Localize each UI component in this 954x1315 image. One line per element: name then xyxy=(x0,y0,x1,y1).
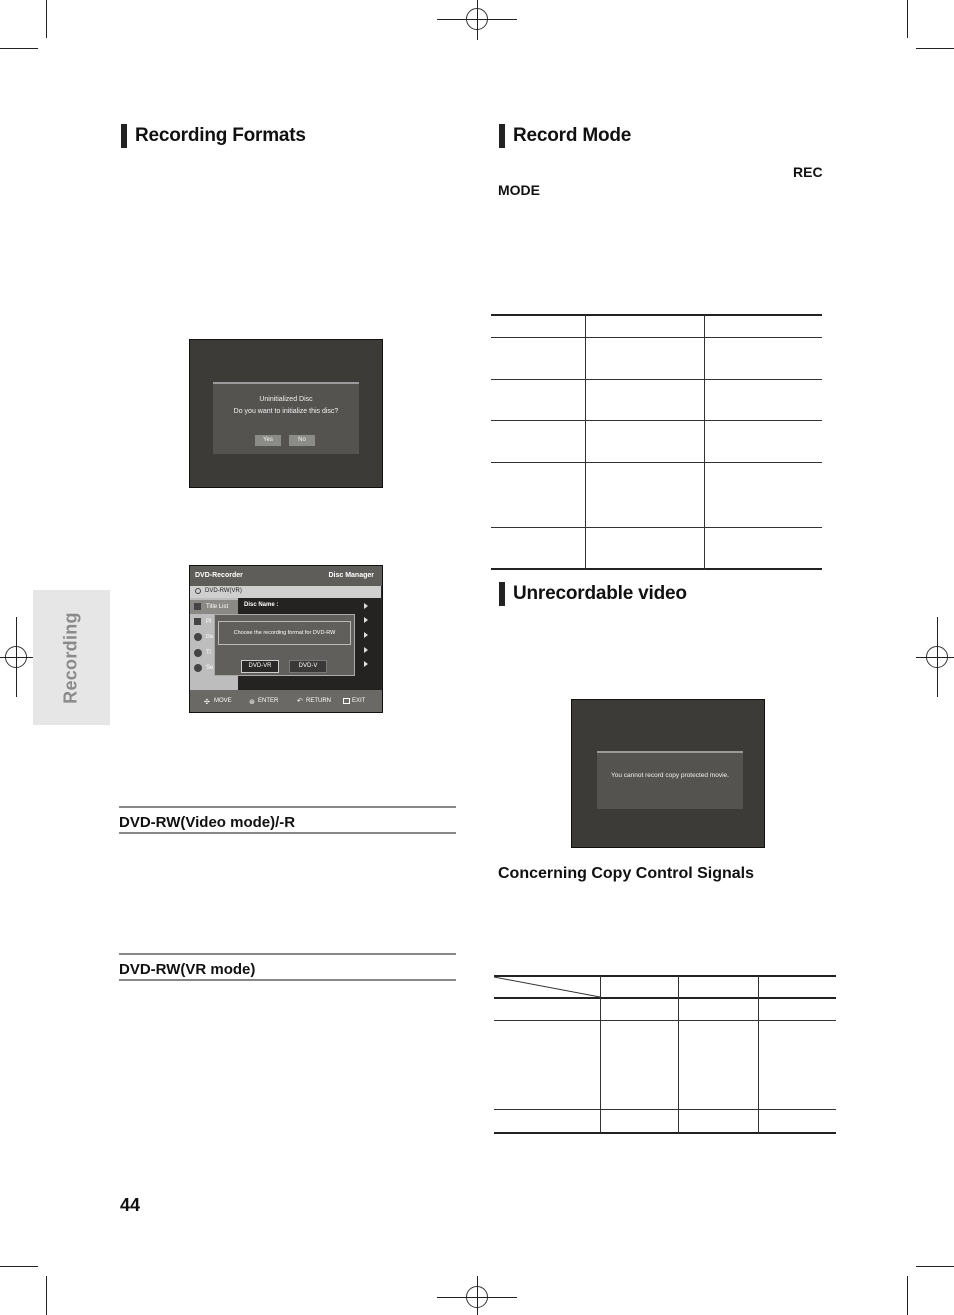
copy-control-signals-heading: Concerning Copy Control Signals xyxy=(498,865,755,882)
disc-name-label: Disc Name : xyxy=(244,602,279,608)
table-column-rule xyxy=(600,976,601,1133)
table-rule xyxy=(491,420,822,421)
crop-mark xyxy=(907,1276,908,1315)
crop-mark xyxy=(916,1266,954,1267)
format-popup-text: Choose the recording format for DVD-RW xyxy=(218,621,351,645)
crop-mark xyxy=(0,48,38,49)
table-column-rule xyxy=(704,315,705,569)
unrecordable-video-heading: Unrecordable video xyxy=(499,582,687,606)
registration-mark xyxy=(477,0,478,40)
disc-type-label: DVD-RW(VR) xyxy=(205,588,242,594)
playlist-icon xyxy=(194,618,201,625)
disc-icon xyxy=(195,588,201,594)
arrow-right-icon xyxy=(364,647,368,653)
menu-item-label: Title List xyxy=(206,604,229,610)
dialog-line-1: Uninitialized Disc xyxy=(259,396,313,403)
crop-mark xyxy=(46,0,47,38)
recorder-title: DVD-Recorder xyxy=(195,572,243,579)
section-tab xyxy=(33,590,110,725)
table-rule xyxy=(491,337,822,338)
disc-icon xyxy=(194,633,202,641)
menu-item-label: Ti xyxy=(206,650,211,656)
page-number: 44 xyxy=(120,1195,141,1215)
copy-protected-screen xyxy=(571,699,765,848)
arrow-right-icon xyxy=(364,661,368,667)
disc-manager-screen xyxy=(189,565,383,713)
table-column-rule xyxy=(758,976,759,1133)
exit-label: EXIT xyxy=(352,698,366,704)
registration-mark xyxy=(16,617,17,697)
clock-icon xyxy=(194,649,202,657)
disc-manager-title: Disc Manager xyxy=(328,572,374,579)
disc-manager-header xyxy=(190,566,382,586)
menu-item-label: Se xyxy=(206,665,214,671)
rec-label: REC xyxy=(793,164,823,180)
dvd-v-button[interactable]: DVD-V xyxy=(289,660,327,673)
dvd-vr-button[interactable]: DVD-VR xyxy=(241,660,279,673)
enter-icon: ⊛ xyxy=(249,699,255,706)
copy-protected-dialog xyxy=(597,751,743,809)
uninitialized-disc-screen xyxy=(189,339,383,488)
move-icon: ✣ xyxy=(204,699,210,706)
header-diagonal-rule xyxy=(494,976,601,998)
registration-mark xyxy=(937,617,938,697)
table-rule xyxy=(491,462,822,463)
disc-type-bar xyxy=(190,586,381,598)
arrow-right-icon xyxy=(364,632,368,638)
move-label: MOVE xyxy=(214,698,232,704)
list-icon xyxy=(194,603,201,610)
crop-mark xyxy=(46,1276,47,1315)
table-rule xyxy=(494,1109,836,1110)
yes-button[interactable]: Yes xyxy=(255,435,281,446)
section-tab-label: Recording xyxy=(60,612,81,704)
dialog-line-2: Do you want to initialize this disc? xyxy=(233,408,339,415)
menu-item-label: Pl xyxy=(206,619,212,625)
table-column-rule xyxy=(585,315,586,569)
enter-label: ENTER xyxy=(258,698,279,704)
menu-item-title-list[interactable] xyxy=(190,600,238,614)
registration-mark xyxy=(916,657,954,658)
copy-protected-message: You cannot record copy protected movie. xyxy=(611,772,729,779)
arrow-right-icon xyxy=(364,617,368,623)
dvd-rw-vr-mode-heading: DVD-RW(VR mode) xyxy=(119,953,456,981)
table-rule xyxy=(491,314,822,316)
record-mode-heading: Record Mode xyxy=(499,124,631,148)
recording-formats-heading: Recording Formats xyxy=(121,124,306,148)
return-label: RETURN xyxy=(306,698,331,704)
crop-mark xyxy=(916,48,954,49)
table-rule xyxy=(491,379,822,380)
format-popup xyxy=(214,614,355,676)
dvd-rw-video-mode-heading: DVD-RW(Video mode)/-R xyxy=(119,806,456,834)
mode-label: MODE xyxy=(498,182,540,198)
table-column-rule xyxy=(678,976,679,1133)
table-rule xyxy=(491,568,822,570)
registration-mark xyxy=(477,1276,478,1315)
menu-item-label: Dis xyxy=(206,634,214,640)
control-bar xyxy=(190,690,382,712)
table-rule xyxy=(494,1132,836,1134)
gear-icon xyxy=(194,664,202,672)
return-icon: ↶ xyxy=(297,698,303,705)
uninitialized-dialog xyxy=(213,382,359,454)
no-button[interactable]: No xyxy=(289,435,315,446)
crop-mark xyxy=(0,1266,38,1267)
crop-mark xyxy=(907,0,908,38)
table-rule xyxy=(494,1020,836,1021)
exit-icon xyxy=(343,698,350,704)
arrow-right-icon xyxy=(364,603,368,609)
table-rule xyxy=(491,527,822,528)
